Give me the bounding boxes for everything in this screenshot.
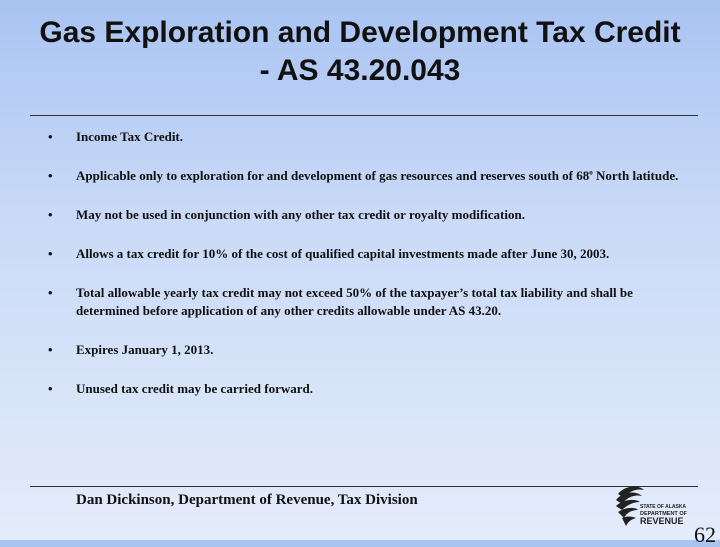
degree-symbol: o: [589, 168, 593, 177]
bullet-text: Applicable only to exploration for and development of gas resources and reserves south of 68: [76, 168, 590, 183]
logo-line-1: STATE OF ALASKA: [640, 504, 687, 510]
bullet-item: [40, 341, 680, 359]
bullet-text: Income Tax Credit.: [76, 129, 184, 144]
title-line-2: - AS 43.20.043: [259, 54, 461, 87]
bullet-item: [40, 128, 680, 146]
bullet-text: Allows a tax credit for 10% of the cost of qualified capital investments made after June 30, 2003.: [76, 246, 610, 261]
footer-text: Dan Dickinson, Department of Revenue, Tax Division: [76, 492, 418, 508]
bullet-marker: •: [48, 381, 53, 396]
bullet-text: Total allowable yearly tax credit may not exceed 50% of the taxpayer’s total tax liability and shall be determined before application of any other credits allowable under AS 43.20.: [76, 285, 633, 318]
title-line-1: Gas Exploration and Development Tax Credit: [39, 16, 681, 49]
bullet-text-tail: North latitude.: [592, 168, 679, 183]
bullet-marker: •: [48, 342, 53, 357]
bullet-item: [40, 380, 680, 398]
bullet-text: May not be used in conjunction with any other tax credit or royalty modification.: [76, 207, 525, 222]
bullet-item: [40, 284, 680, 320]
top-divider: [30, 115, 698, 116]
bullet-marker: •: [48, 168, 53, 183]
bullet-marker: •: [48, 285, 53, 300]
bullet-item: [40, 167, 680, 185]
page-number: 62: [694, 522, 716, 547]
bottom-divider: [30, 486, 698, 487]
logo-line-2: DEPARTMENT OF: [640, 511, 687, 517]
slide-title: [0, 14, 720, 90]
bullet-marker: •: [48, 246, 53, 261]
bullet-item: [40, 206, 680, 224]
bullet-text: Unused tax credit may be carried forward.: [76, 381, 313, 396]
bullet-marker: •: [48, 129, 53, 144]
bullet-marker: •: [48, 207, 53, 222]
bullet-text: Expires January 1, 2013.: [76, 342, 214, 357]
logo-line-3: REVENUE: [640, 516, 684, 526]
department-of-revenue-logo: [614, 484, 694, 530]
bullet-list: [40, 128, 680, 419]
bullet-item: [40, 245, 680, 263]
